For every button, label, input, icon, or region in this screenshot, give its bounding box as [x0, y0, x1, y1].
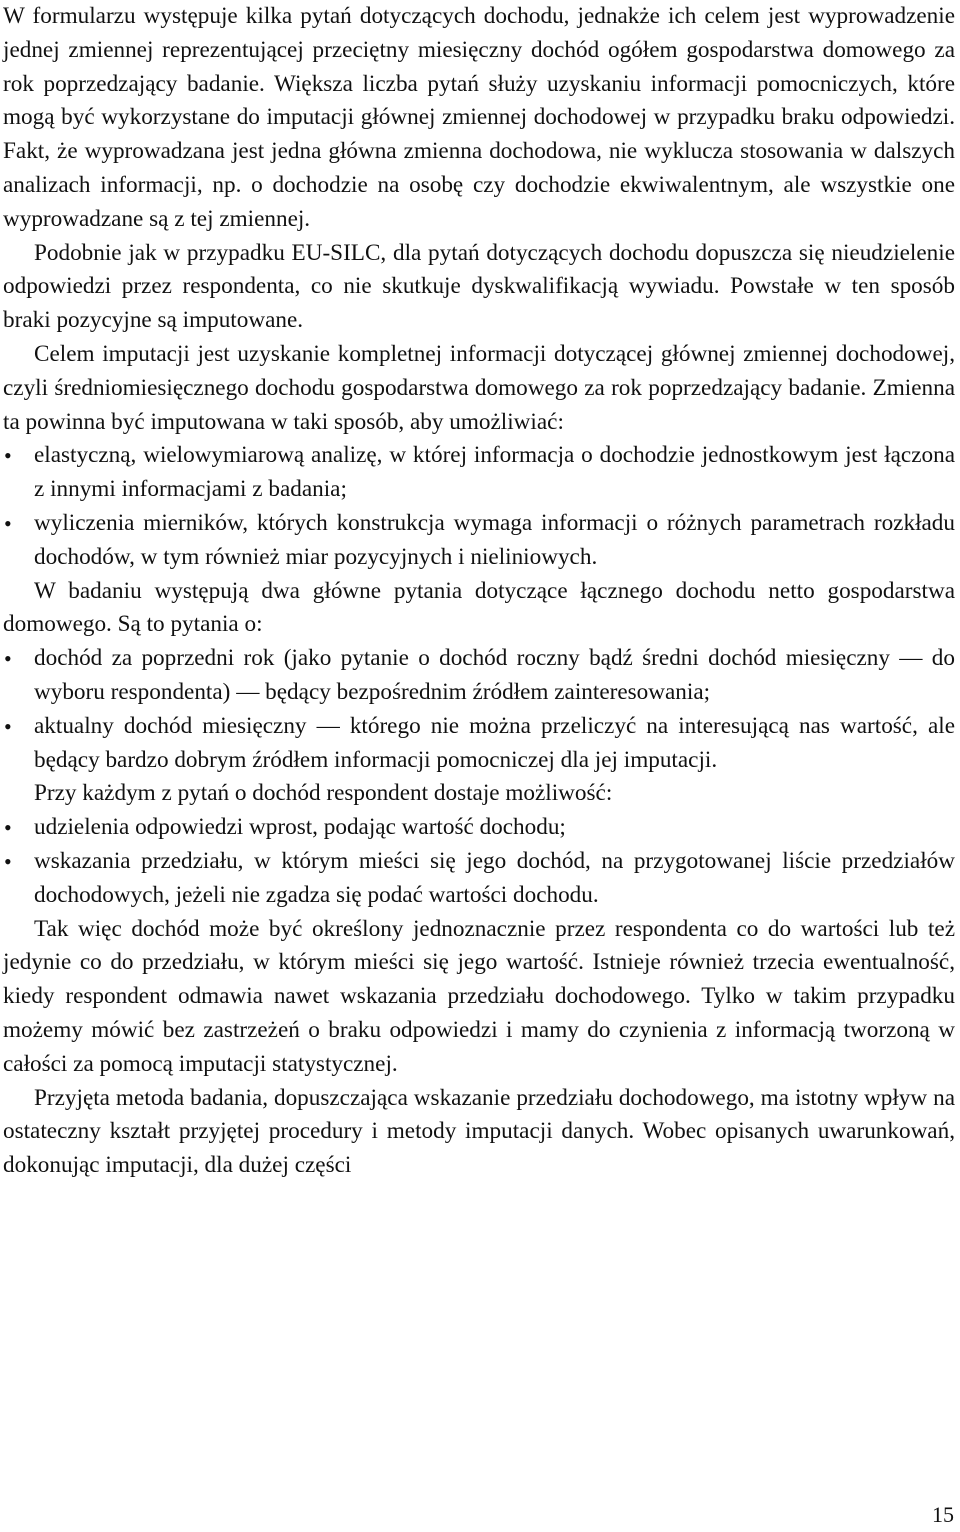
paragraph-imputation-goal: Celem imputacji jest uzyskanie kompletnej informacji dotyczącej głównej zmiennej dochodowej, czyli średniomiesięcznego dochodu gospodarstwa domowego za rok poprzedzający badanie. Zmienna ta powinna być imputowana w taki sposób, aby umożliwiać: [3, 340, 955, 435]
list-item-text: wskazania przedziału, w którym mieści się jego dochód, na przygotowanej liście przedziałów dochodowych, jeżeli nie zgadza się podać wartości dochodu. [34, 847, 955, 908]
list-item-text: dochód za poprzedni rok (jako pytanie o dochód roczny bądź średni dochód miesięczny — do wyboru respondenta) — będący bezpośrednim źródłem zainteresowania; [34, 645, 955, 705]
paragraph-income-determination: Tak więc dochód może być określony jednoznacznie przez respondenta co do wartości lub też jedynie co do przedziału, w którym mieści się jego wartość. Istnieje również trzecia ewentualność, kiedy respondent odmawia nawet wskazania przedziału dochodowego. Tylko w takim przypadku możemy mówić bez zastrzeżeń o braku odpowiedzi i mamy do czynienia z informacją tworzoną w całości za pomocą imputacji statystycznej. [3, 915, 955, 1077]
bullet-list-answer-options [3, 811, 955, 912]
list-item [3, 507, 955, 575]
page-body [3, 0, 955, 1183]
bullet-icon: • [4, 510, 12, 536]
list-item-text: udzielenia odpowiedzi wprost, podając wartość dochodu; [34, 814, 566, 841]
list-item-text: wyliczenia mierników, których konstrukcja wymaga informacji o różnych parametrach rozkładu dochodów, w tym również miar pozycyjnych i nieliniowych. [34, 509, 955, 570]
paragraph-respondent-options: Przy każdym z pytań o dochód respondent dostaje możliwość: [34, 780, 613, 807]
bullet-icon: • [4, 713, 12, 739]
bullet-icon: • [4, 815, 12, 841]
list-item [3, 845, 955, 913]
paragraph-two-questions: W badaniu występują dwa główne pytania dotyczące łącznego dochodu netto gospodarstwa domowego. Są to pytania o: [3, 577, 955, 638]
list-item-text: aktualny dochód miesięczny — którego nie można przeliczyć na interesującą nas wartość, ale będący bardzo dobrym źródłem informacji pomocniczej dla jej imputacji. [34, 712, 955, 773]
list-item [3, 811, 955, 845]
paragraph-eu-silc: Podobnie jak w przypadku EU-SILC, dla pytań dotyczących dochodu dopuszcza się nieudzielenie odpowiedzi przez respondenta, co nie skutkuje dyskwalifikacją wywiadu. Powstałe w ten sposób braki pozycyjne są imputowane. [3, 239, 955, 334]
bullet-icon: • [4, 848, 12, 874]
paragraph-income-questions: W formularzu występuje kilka pytań dotyczących dochodu, jednakże ich celem jest wyprowadzenie jednej zmiennej reprezentującej przeciętny miesięczny dochód ogółem gospodarstwa domowego za rok poprzedzający badanie. Większa liczba pytań służy uzyskaniu informacji pomocniczych, które mogą być wykorzystane do imputacji głównej zmiennej dochodowej w przypadku braku odpowiedzi. Fakt, że wyprowadzana jest jedna główna zmienna dochodowa, nie wyklucza stosowania w dalszych analizach informacji, np. o dochodzie na osobę czy dochodzie ekwiwalentnym, ale wszystkie one wyprowadzane są z tej zmiennej. [3, 3, 955, 232]
bullet-icon: • [4, 646, 12, 672]
list-item [3, 642, 955, 710]
list-item [3, 710, 955, 778]
list-item [3, 439, 955, 507]
list-item-text: elastyczną, wielowymiarową analizę, w której informacja o dochodzie jednostkowym jest łączona z innymi informacjami z badania; [34, 442, 955, 503]
bullet-icon: • [4, 443, 12, 469]
bullet-list-income-questions [3, 642, 955, 777]
page-number: 15 [932, 1502, 954, 1527]
paragraph-method-impact: Przyjęta metoda badania, dopuszczająca wskazanie przedziału dochodowego, ma istotny wpływ na ostateczny kształt przyjętej procedury i metody imputacji danych. Wobec opisanych uwarunkowań, dokonując imputacji, dla dużej części [3, 1084, 955, 1179]
bullet-list-imputation-uses [3, 439, 955, 574]
